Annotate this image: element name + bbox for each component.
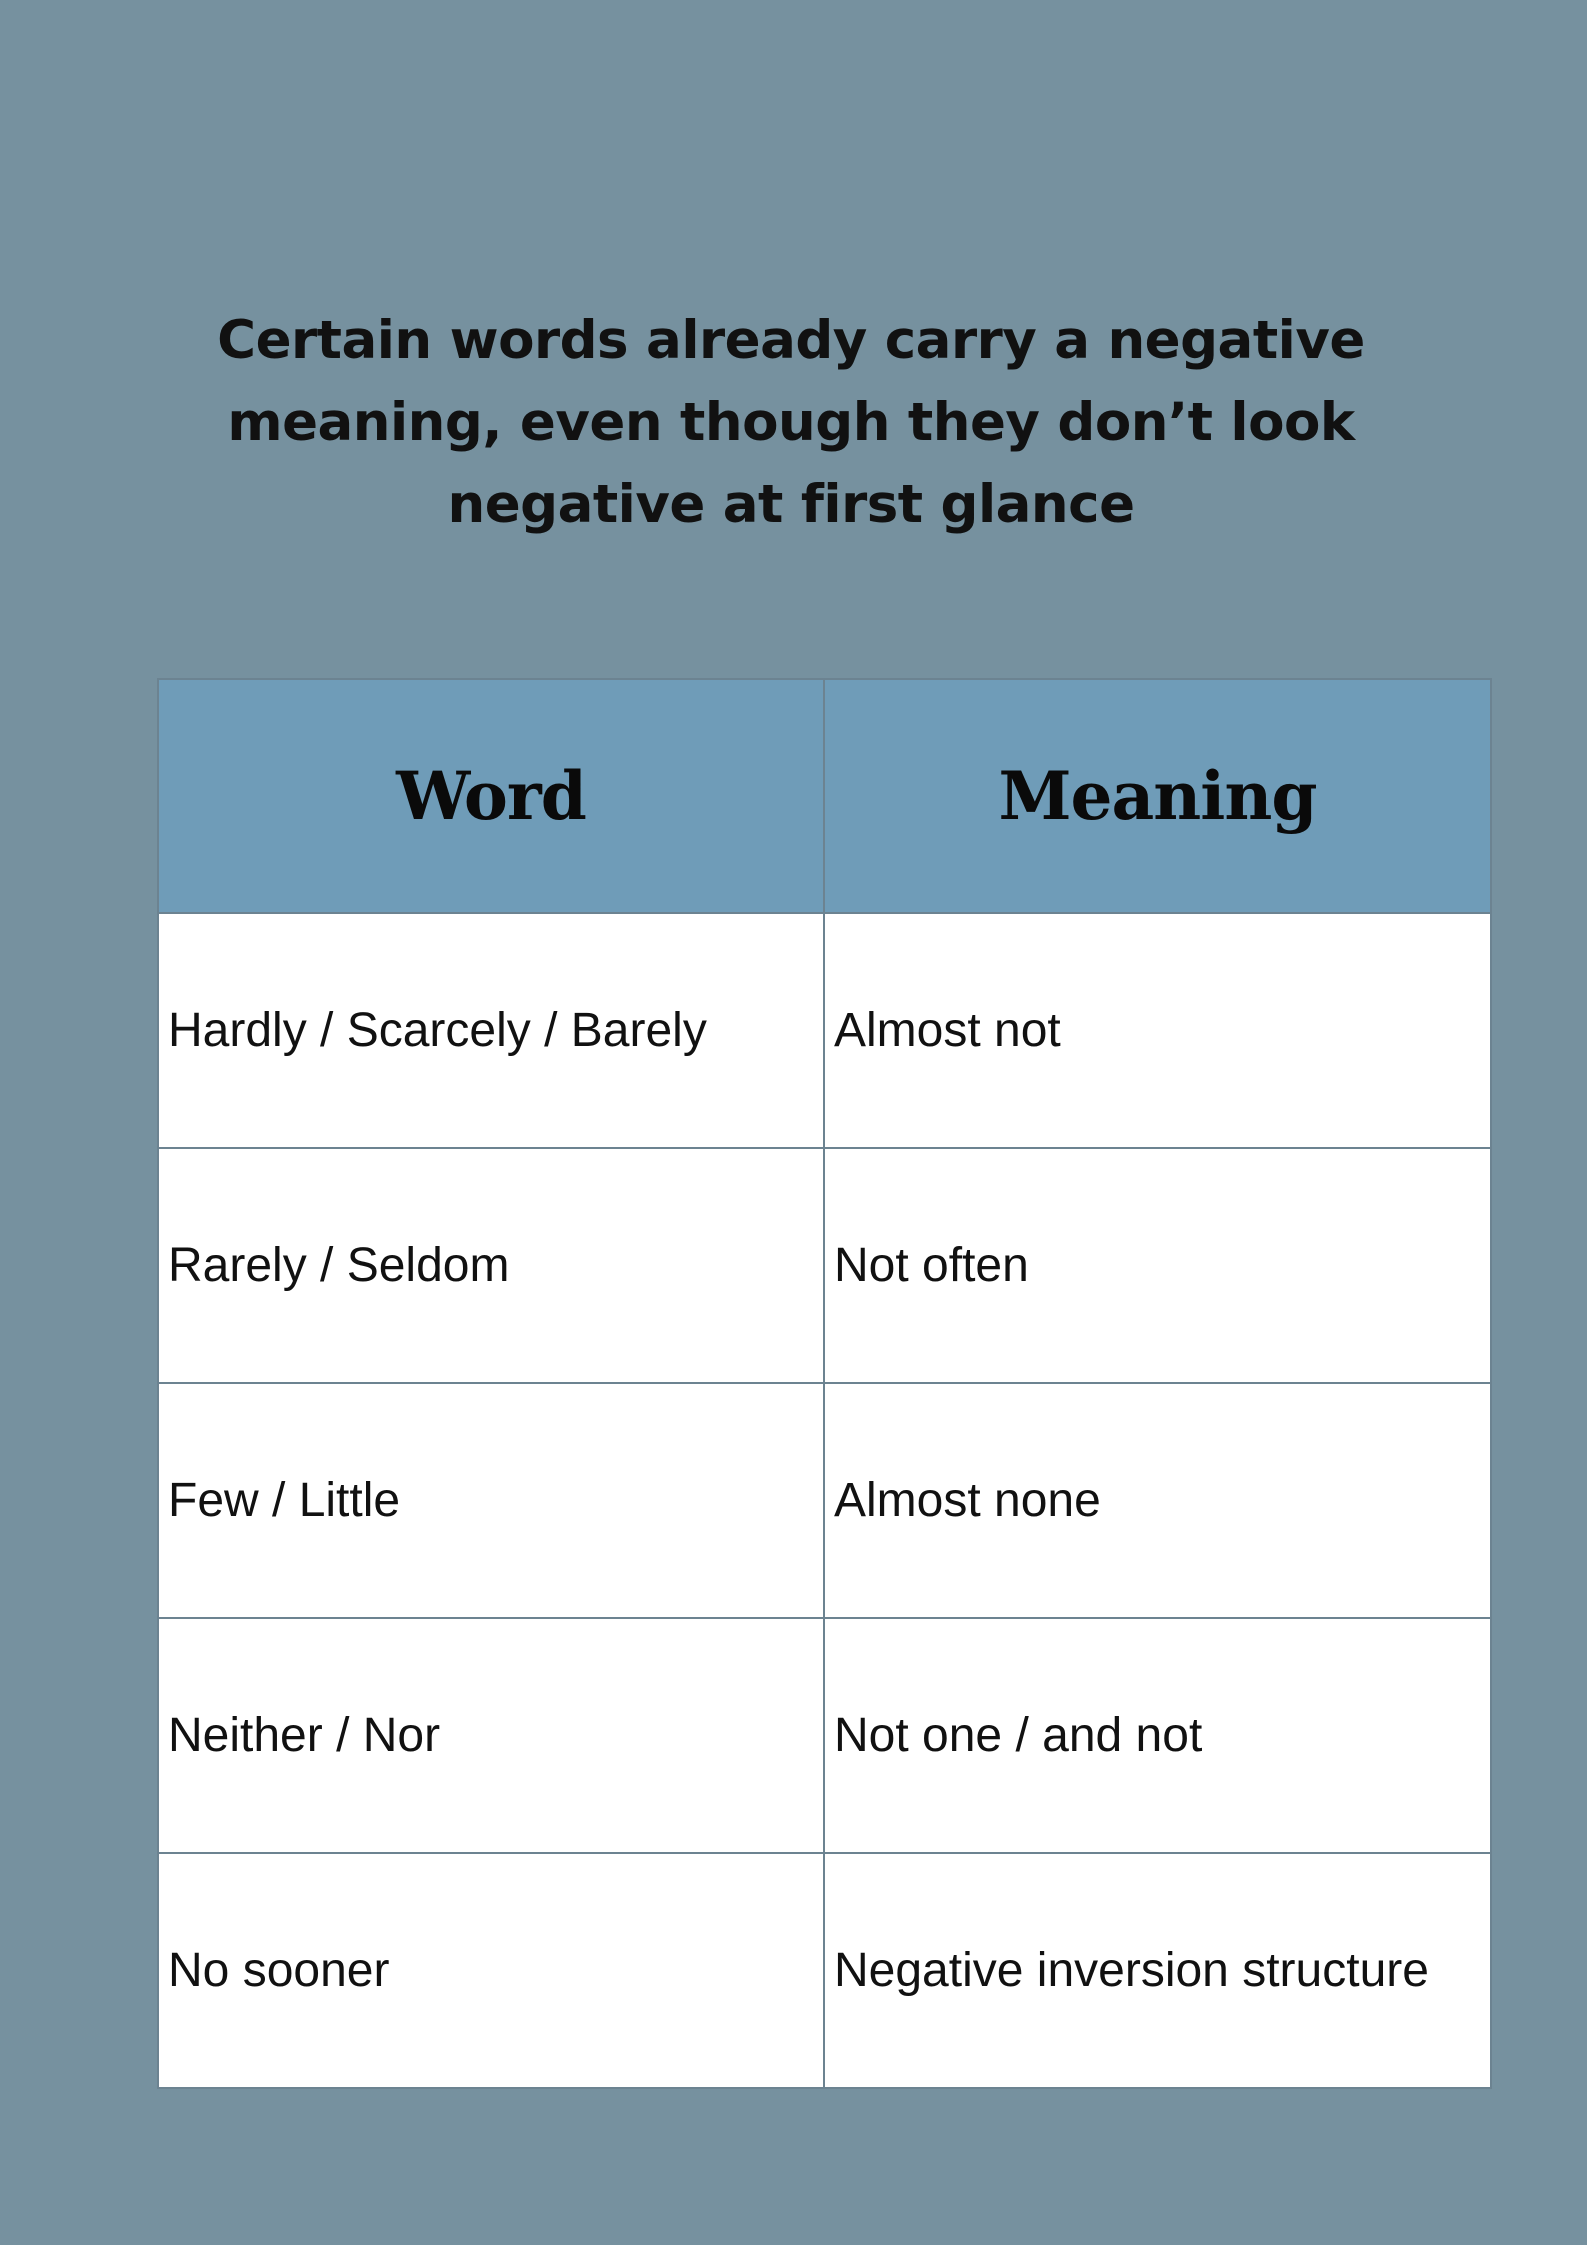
word-cell: No sooner	[158, 1853, 824, 2088]
table-row	[158, 1853, 1491, 2088]
table-row	[158, 913, 1491, 1148]
word-cell: Hardly / Scarcely / Barely	[158, 913, 824, 1148]
meaning-cell: Negative inversion structure	[824, 1853, 1491, 2088]
meaning-cell: Almost none	[824, 1383, 1491, 1618]
meaning-cell: Almost not	[824, 913, 1491, 1148]
table-header	[158, 679, 1491, 913]
table-row	[158, 1618, 1491, 1853]
negative-words-table	[157, 678, 1492, 2089]
table-row	[158, 1383, 1491, 1618]
word-cell: Neither / Nor	[158, 1618, 824, 1853]
page-heading-line-3: negative at first glance	[447, 474, 1135, 535]
column-header-meaning: Meaning	[824, 679, 1491, 913]
page-heading	[150, 300, 1432, 546]
table-body	[158, 913, 1491, 2088]
word-cell: Few / Little	[158, 1383, 824, 1618]
word-cell: Rarely / Seldom	[158, 1148, 824, 1383]
page-heading-line-2: meaning, even though they don’t look	[227, 392, 1355, 453]
table-row	[158, 1148, 1491, 1383]
table-header-row	[158, 679, 1491, 913]
meaning-cell: Not often	[824, 1148, 1491, 1383]
column-header-word: Word	[158, 679, 824, 913]
meaning-cell: Not one / and not	[824, 1618, 1491, 1853]
page-heading-line-1: Certain words already carry a negative	[217, 310, 1365, 371]
